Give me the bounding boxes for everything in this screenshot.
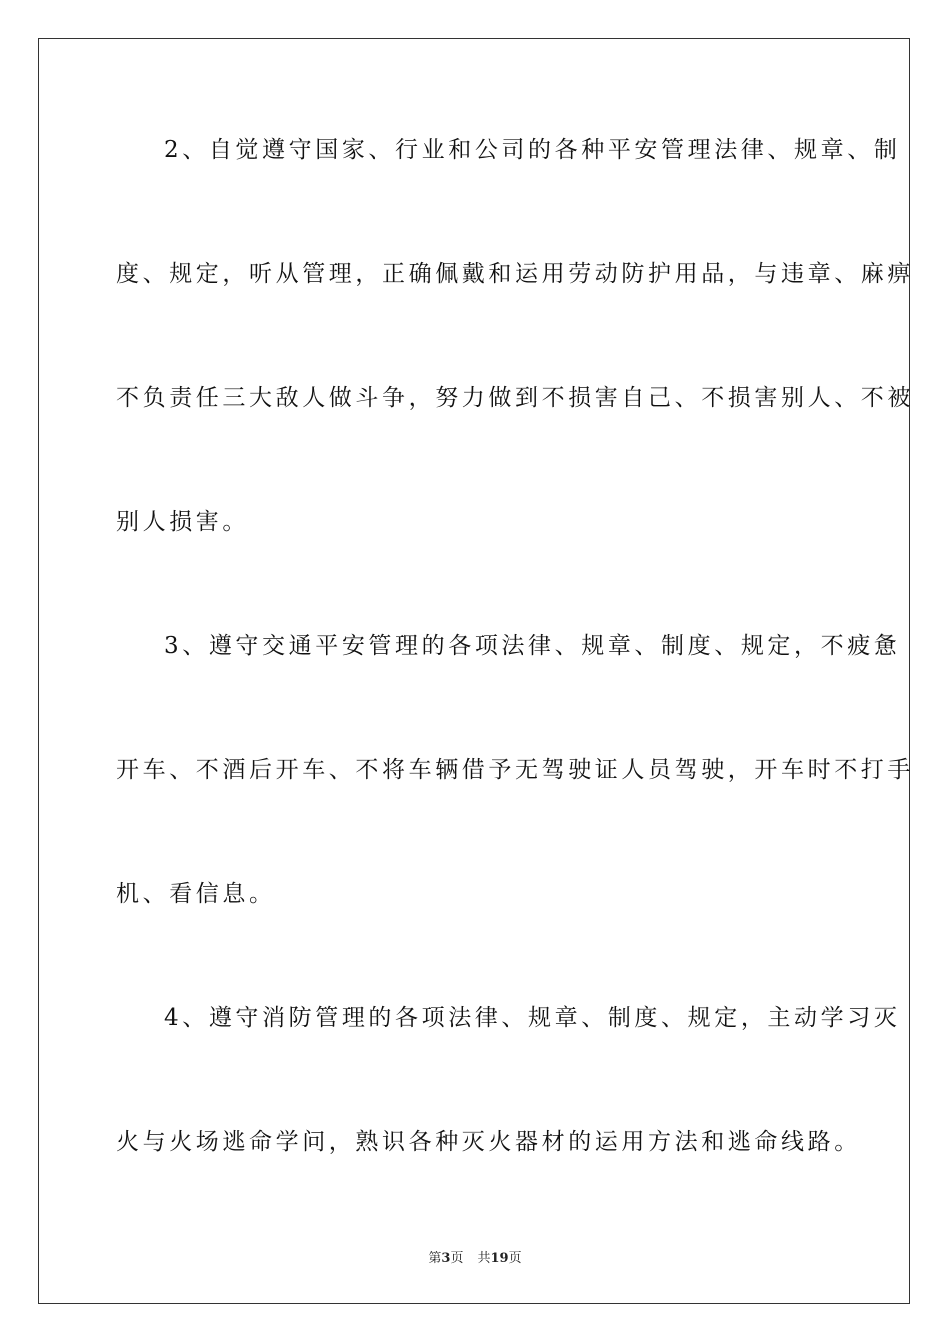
paragraph-4-line-1: 4、遵守消防管理的各项法律、规章、制度、规定，主动学习灭 [164, 1005, 901, 1031]
total-suffix: 页 [508, 1251, 522, 1266]
paragraph-3-line-1: 3、遵守交通平安管理的各项法律、规章、制度、规定，不疲惫 [164, 633, 901, 659]
paragraph-2-line-3: 不负责任三大敌人做斗争，努力做到不损害自己、不损害别人、不被 [116, 385, 914, 411]
paragraph-4-line-2: 火与火场逃命学问，熟识各种灭火器材的运用方法和逃命线路。 [116, 1129, 861, 1155]
paragraph-2-line-1: 2、自觉遵守国家、行业和公司的各种平安管理法律、规章、制 [164, 137, 901, 163]
total-pages: 19 [490, 1251, 509, 1266]
total-prefix: 共 [477, 1251, 491, 1266]
paragraph-3-line-2: 开车、不酒后开车、不将车辆借予无驾驶证人员驾驶，开车时不打手 [116, 757, 914, 783]
page-footer [0, 1247, 950, 1266]
paragraph-3-line-3: 机、看信息。 [116, 881, 276, 907]
paragraph-2-line-2: 度、规定，听从管理，正确佩戴和运用劳动防护用品，与违章、麻痹 [116, 261, 914, 287]
paragraph-2-line-4: 别人损害。 [116, 509, 249, 535]
page-number: 3 [441, 1251, 451, 1266]
page-prefix: 第 [428, 1251, 442, 1266]
page-border [38, 38, 914, 1304]
page-suffix: 页 [450, 1251, 464, 1266]
